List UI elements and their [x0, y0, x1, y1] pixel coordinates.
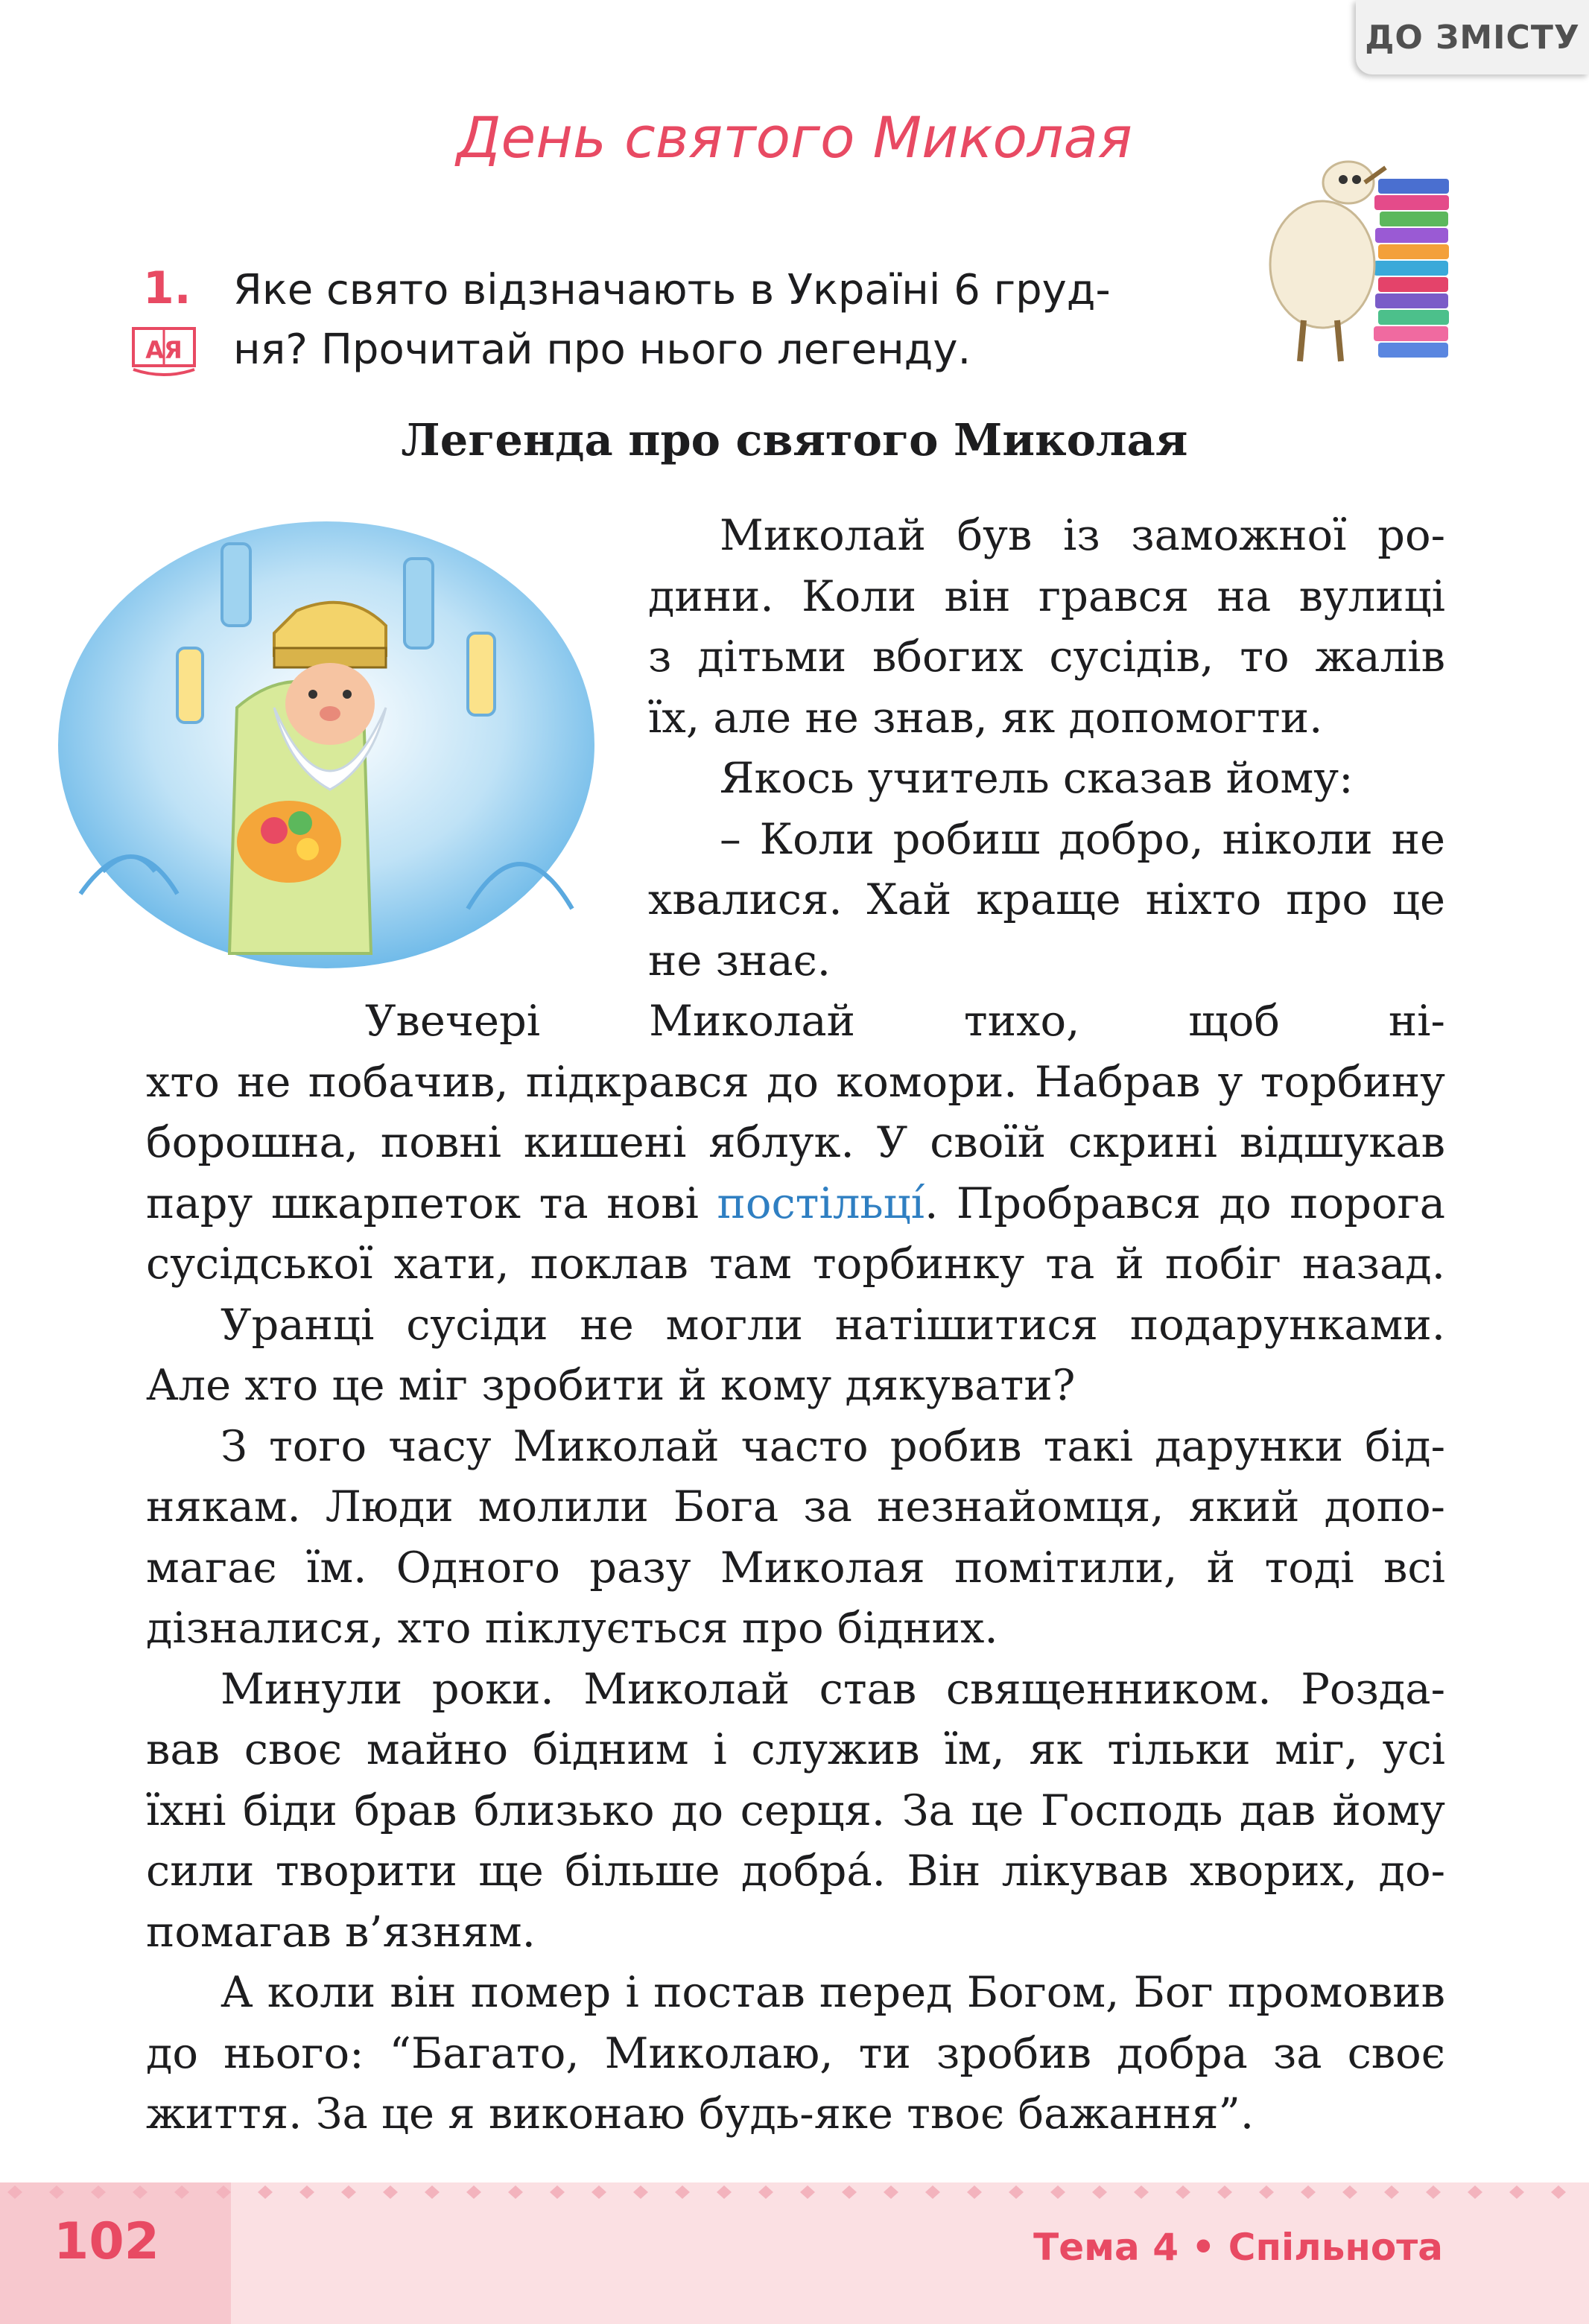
text-line: Миколай був із заможної ро- [720, 510, 1445, 560]
task-number: 1. [143, 262, 191, 314]
ornament-diamond [884, 2185, 898, 2199]
ornament-diamond [425, 2185, 440, 2199]
ornament-diamond [7, 2185, 22, 2199]
ornament-diamond [341, 2185, 356, 2199]
text-line: до нього: “Багато, Миколаю, ти зробив добра за своє [146, 2028, 1445, 2078]
text-line: дини. Коли він грався на вулиці [648, 571, 1445, 621]
ornament-diamond [1426, 2185, 1441, 2199]
dictionary-icon [131, 326, 197, 378]
vocabulary-word[interactable]: постільці́ [717, 1178, 925, 1228]
ornament-diamond [550, 2185, 565, 2199]
ornament-diamond [299, 2185, 314, 2199]
toc-label: ДО ЗМІСТУ [1365, 18, 1580, 57]
text-line [146, 1173, 1445, 1234]
legend-title: Легенда про святого Миколая [401, 414, 1188, 466]
text-line: їх, але не знав, як допомогти. [648, 692, 1323, 743]
ornament-diamond [1301, 2185, 1316, 2199]
ornament-diamond [1092, 2185, 1107, 2199]
text-line: вав своє майно бідним і служив їм, як тільки міг, усі [146, 1724, 1445, 1774]
text-line: борошна, повні кишені яблук. У своїй скрині відшукав [146, 1117, 1445, 1167]
text-line: їхні біди брав близько до серця. За це Господь дав йому [146, 1785, 1445, 1835]
page-title: День святого Миколая [457, 104, 1132, 171]
text-line: з дітьми вбогих сусідів, то жалів [648, 632, 1445, 682]
page-number: 102 [54, 2212, 159, 2271]
ornament-diamond [216, 2185, 231, 2199]
ornament-diamond [1509, 2185, 1524, 2199]
ornament-diamond [967, 2185, 982, 2199]
text-line: магає їм. Одного разу Миколая помітили, й тоді всі [146, 1542, 1445, 1593]
text-line: хвалися. Хай краще ніхто про це [648, 874, 1445, 924]
text-line: хто не побачив, підкрався до комори. Набрав у торбину [146, 1056, 1445, 1107]
ornament-diamond [383, 2185, 398, 2199]
text-line: сили творити ще більше добрá. Він лікував хворих, до- [146, 1846, 1445, 1896]
text-line: життя. За це я виконаю будь-яке твоє бажання”. [146, 2089, 1255, 2139]
ornament-diamond [258, 2185, 273, 2199]
ornament-diamond [49, 2185, 64, 2199]
ornament-diamond [1050, 2185, 1065, 2199]
ornament-diamond [508, 2185, 523, 2199]
text-line: помагав в’язням. [146, 1906, 536, 1957]
toc-button[interactable] [1356, 0, 1589, 74]
text-line: не знає. [648, 935, 831, 985]
ornament-diamond [91, 2185, 106, 2199]
ornament-diamond [591, 2185, 606, 2199]
task-line: Яке свято відзначають в Україні 6 груд- [233, 266, 1111, 314]
text-line: З того часу Миколай часто робив такі дарунки бід- [221, 1420, 1445, 1471]
ornament-diamond [675, 2185, 690, 2199]
text-line: Уранці сусіди не могли натішитися подарунками. [221, 1299, 1445, 1350]
text-line: Увечері Миколай тихо, щоб ні- [365, 996, 1445, 1046]
task-line: ня? Прочитай про нього легенду. [233, 326, 971, 374]
legend-text [146, 505, 1445, 2144]
dictionary-icon-label: АЯ [145, 336, 183, 364]
ornament-diamond [842, 2185, 857, 2199]
ornament-diamond [174, 2185, 189, 2199]
ornament-diamond [633, 2185, 648, 2199]
ornament-diamond [133, 2185, 148, 2199]
text-line: някам. Люди молили Бога за незнайомця, який допо- [146, 1482, 1445, 1531]
topic-label: Тема 4 • Спільнота [1033, 2226, 1443, 2269]
ornament-diamond [800, 2185, 815, 2199]
text-segment: . Пробрався до порога [924, 1178, 1445, 1228]
text-line: – Коли робиш добро, ніколи не [720, 813, 1445, 864]
text-segment: пару шкарпеток та нові [146, 1178, 717, 1228]
text-line: Але хто це міг зробити й кому дякувати? [146, 1360, 1076, 1410]
text-line: сусідської хати, поклав там торбинку та й побіг назад. [146, 1239, 1445, 1289]
ornament-diamond [1009, 2185, 1024, 2199]
ornament-diamond [717, 2185, 732, 2199]
text-line: дізналися, хто піклується про бідних. [146, 1603, 998, 1653]
text-line: Якось учитель сказав йому: [720, 753, 1354, 803]
text-line: Минули роки. Миколай став священником. Розда- [221, 1663, 1445, 1714]
ornament-diamond [1551, 2185, 1566, 2199]
ornament-diamond [1176, 2185, 1190, 2199]
lamb-with-books-illustration [1266, 138, 1460, 376]
ornament-diamond [1468, 2185, 1482, 2199]
ornament-diamond [925, 2185, 940, 2199]
ornament-diamond [466, 2185, 481, 2199]
footer-ornament [0, 2182, 1589, 2202]
ornament-diamond [1384, 2185, 1399, 2199]
ornament-diamond [1259, 2185, 1274, 2199]
task-text [233, 261, 1217, 380]
ornament-diamond [758, 2185, 773, 2199]
ornament-diamond [1217, 2185, 1232, 2199]
text-line: А коли він помер і постав перед Богом, Бог промовив [221, 1967, 1445, 2017]
ornament-diamond [1342, 2185, 1357, 2199]
ornament-diamond [1134, 2185, 1149, 2199]
